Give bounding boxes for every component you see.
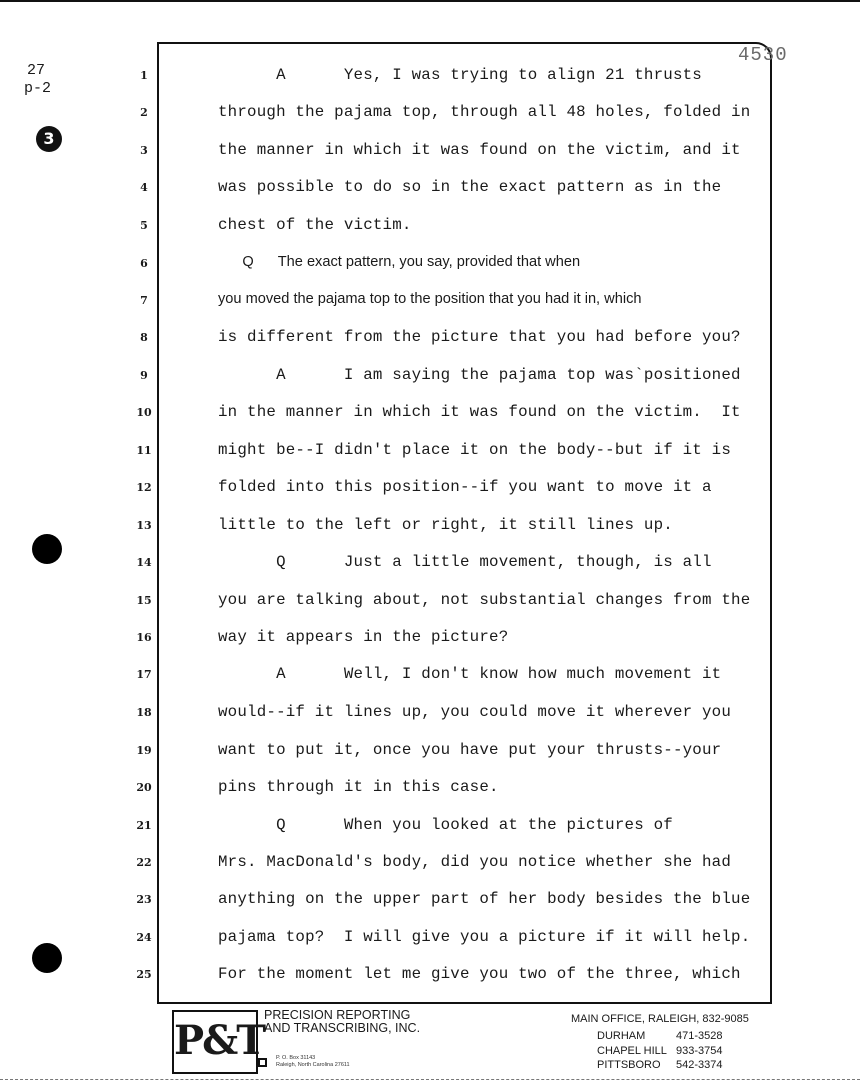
company-name-line2: AND TRANSCRIBING, INC. bbox=[264, 1021, 421, 1035]
line-number: 9 bbox=[140, 369, 148, 382]
transcript-line: Mrs. MacDonald's body, did you notice whether she had bbox=[218, 853, 732, 871]
line-number: 15 bbox=[136, 594, 152, 607]
transcript-line: you are talking about, not substantial changes from the bbox=[218, 591, 751, 609]
punch-hole-lower bbox=[32, 943, 62, 973]
transcript-line: pins through it in this case. bbox=[218, 778, 499, 796]
transcript-line: you moved the pajama top to the position that you had it in, which bbox=[218, 291, 642, 307]
company-address bbox=[276, 1055, 350, 1069]
frame-bottom-rule bbox=[157, 1002, 772, 1004]
transcript-line: pajama top? I will give you a picture if it will help. bbox=[218, 928, 751, 946]
transcript-line: was possible to do so in the exact pattern as in the bbox=[218, 178, 722, 196]
transcript-line: For the moment let me give you two of the three, which bbox=[218, 965, 741, 983]
transcript-line: would--if it lines up, you could move it wherever you bbox=[218, 703, 732, 721]
line-number: 21 bbox=[136, 819, 152, 832]
margin-note-number: 27 bbox=[27, 62, 46, 79]
main-office: MAIN OFFICE, RALEIGH, 832-9085 bbox=[571, 1013, 749, 1025]
line-number: 6 bbox=[140, 257, 148, 270]
line-number: 23 bbox=[136, 893, 152, 906]
line-number: 13 bbox=[136, 519, 152, 532]
transcript-line: A Yes, I was trying to align 21 thrusts bbox=[218, 66, 702, 84]
line-number: 22 bbox=[136, 856, 152, 869]
line-number: 4 bbox=[140, 181, 148, 194]
line-number: 3 bbox=[140, 144, 148, 157]
transcript-line: want to put it, once you have put your thrusts--your bbox=[218, 741, 722, 759]
line-number: 7 bbox=[140, 294, 148, 307]
circled-number-mark: 3 bbox=[36, 126, 62, 152]
transcript-line: chest of the victim. bbox=[218, 216, 412, 234]
transcript-line: Q The exact pattern, you say, provided that when bbox=[218, 254, 581, 270]
page-number: 4530 bbox=[738, 44, 788, 66]
transcript-line: A Well, I don't know how much movement it bbox=[218, 665, 722, 683]
line-number: 24 bbox=[136, 931, 152, 944]
transcript-line: Q When you looked at the pictures of bbox=[218, 816, 673, 834]
line-number: 14 bbox=[136, 556, 152, 569]
transcript-line: in the manner in which it was found on the victim. It bbox=[218, 403, 741, 421]
line-number: 19 bbox=[136, 744, 152, 757]
margin-note-page: p-2 bbox=[24, 80, 52, 97]
logo-square-mark bbox=[258, 1058, 267, 1067]
transcript-line: A I am saying the pajama top was`positioned bbox=[218, 366, 741, 384]
office-phone-pittsboro: 542-3374 bbox=[676, 1059, 723, 1071]
transcript-line: is different from the picture that you had before you? bbox=[218, 328, 741, 346]
company-name-line1: PRECISION REPORTING bbox=[264, 1008, 411, 1022]
office-phone-chapel-hill: 933-3754 bbox=[676, 1045, 723, 1057]
punch-hole-upper bbox=[32, 534, 62, 564]
line-number: 17 bbox=[136, 668, 152, 681]
line-number: 20 bbox=[136, 781, 152, 794]
transcript-line: Q Just a little movement, though, is all bbox=[218, 553, 712, 571]
line-number: 11 bbox=[136, 444, 152, 457]
office-city-chapel-hill: CHAPEL HILL bbox=[597, 1045, 667, 1057]
transcript-line: folded into this position--if you want to move it a bbox=[218, 478, 712, 496]
company-address-line1: P. O. Box 31143 bbox=[276, 1055, 316, 1061]
transcript-line: might be--I didn't place it on the body--but if it is bbox=[218, 441, 732, 459]
frame-top-rule bbox=[157, 42, 752, 44]
transcript-line: little to the left or right, it still lines up. bbox=[218, 516, 673, 534]
line-number: 16 bbox=[136, 631, 152, 644]
company-name bbox=[264, 1009, 420, 1035]
office-city-durham: DURHAM bbox=[597, 1030, 646, 1042]
company-address-line2: Raleigh, North Carolina 27611 bbox=[276, 1062, 350, 1068]
line-number: 2 bbox=[140, 106, 148, 119]
line-number: 8 bbox=[140, 331, 148, 344]
transcript-line: way it appears in the picture? bbox=[218, 628, 509, 646]
office-city-pittsboro: PITTSBORO bbox=[597, 1059, 661, 1071]
line-number: 25 bbox=[136, 968, 152, 981]
company-logo: P&T bbox=[172, 1010, 258, 1074]
transcript-line: through the pajama top, through all 48 holes, folded in bbox=[218, 103, 751, 121]
line-number: 10 bbox=[136, 406, 152, 419]
frame-right-rule bbox=[770, 66, 772, 1004]
line-number: 18 bbox=[136, 706, 152, 719]
transcript-line: the manner in which it was found on the victim, and it bbox=[218, 141, 741, 159]
bottom-scan-line bbox=[0, 1079, 860, 1081]
top-border-line bbox=[0, 0, 860, 2]
line-number: 5 bbox=[140, 219, 148, 232]
office-phone-durham: 471-3528 bbox=[676, 1030, 723, 1042]
transcript-line: anything on the upper part of her body besides the blue bbox=[218, 890, 751, 908]
line-number: 1 bbox=[140, 69, 148, 82]
line-number: 12 bbox=[136, 481, 152, 494]
